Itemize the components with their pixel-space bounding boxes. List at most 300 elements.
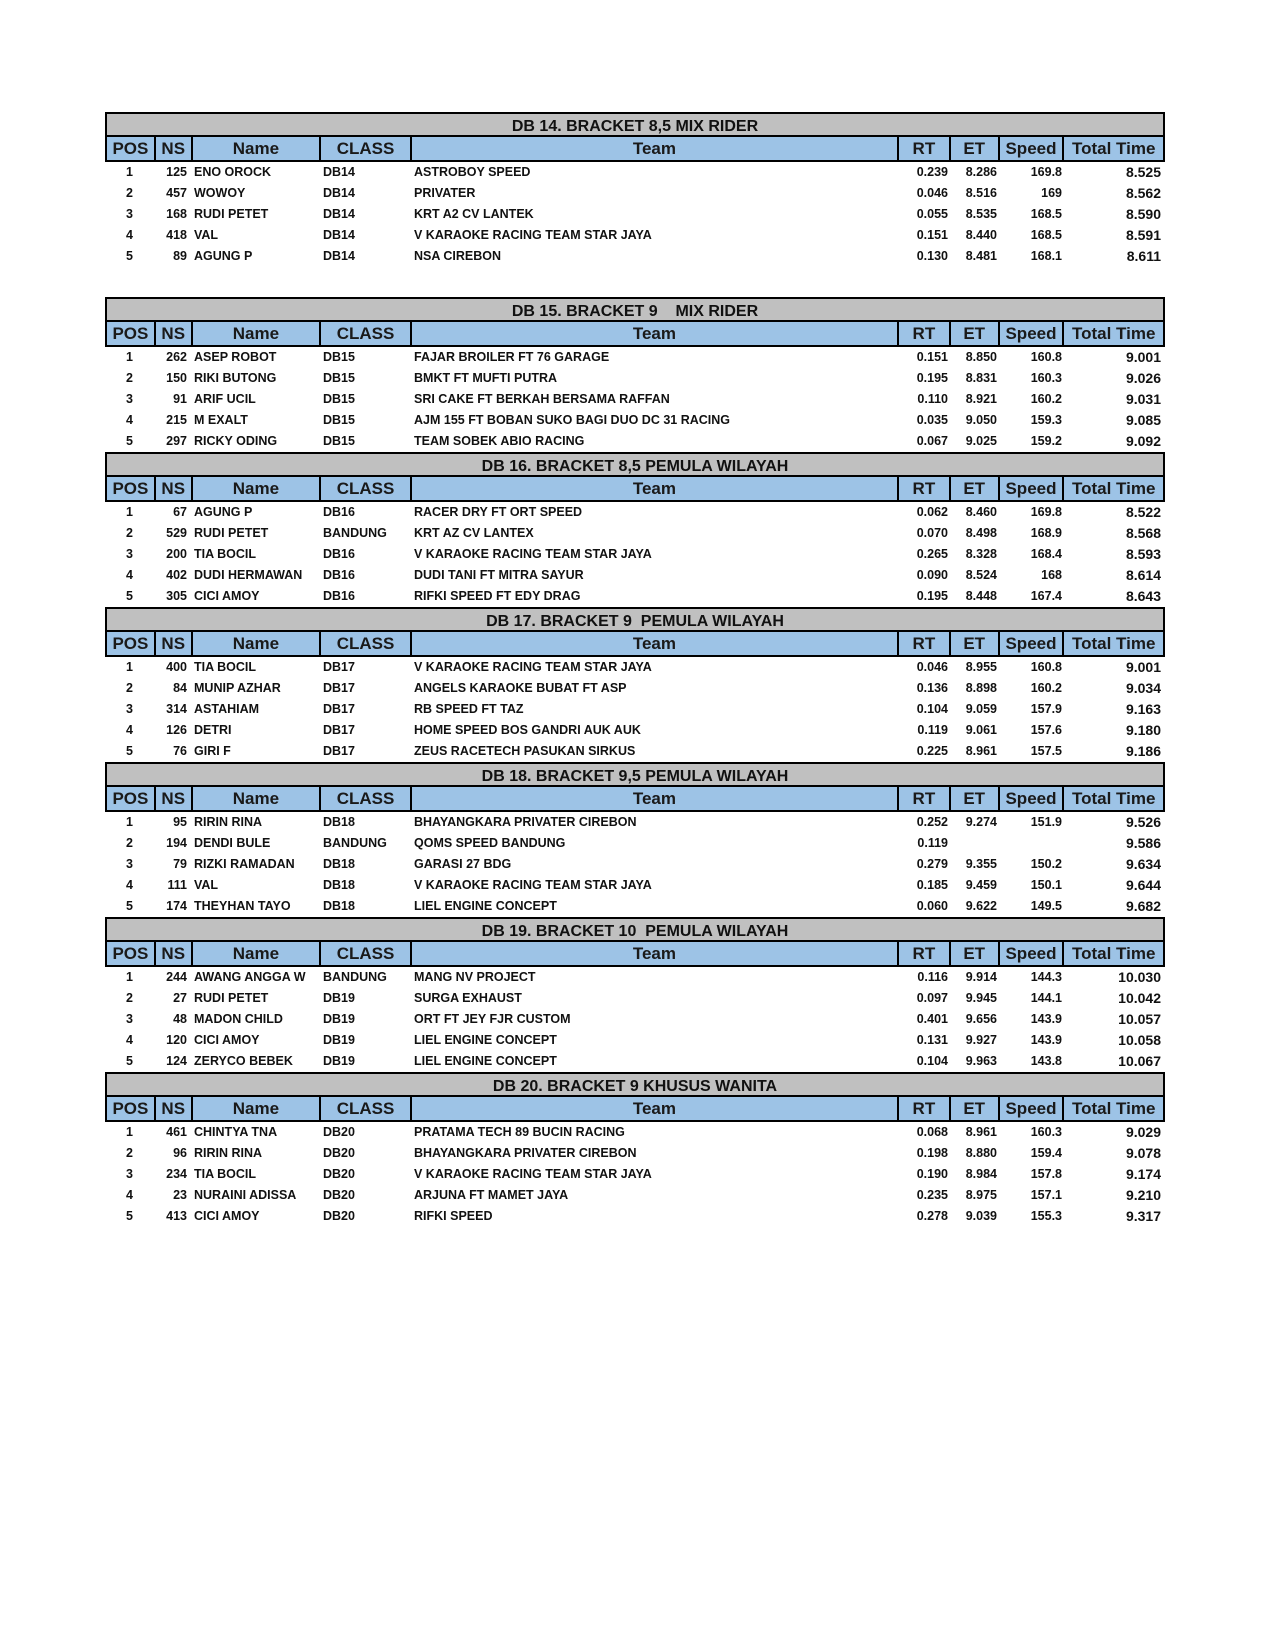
results-section (105, 917, 1165, 1072)
cell-total-time: 9.001 (1125, 349, 1161, 365)
cell-rt: 0.225 (916, 744, 948, 758)
column-header-et: ET (951, 137, 1000, 160)
cell-rt: 0.401 (916, 1012, 948, 1026)
column-header-rt: RT (899, 632, 951, 655)
result-row (105, 586, 1165, 607)
column-header-team: Team (412, 1097, 899, 1120)
result-row (105, 1030, 1165, 1051)
cell-pos: 5 (126, 434, 133, 448)
cell-rt: 0.136 (916, 681, 948, 695)
cell-team: ASTROBOY SPEED (414, 165, 531, 179)
cell-pos: 3 (126, 547, 133, 561)
cell-class: DB20 (323, 1146, 355, 1160)
result-row (105, 1143, 1165, 1164)
column-header-total-time: Total Time (1071, 139, 1156, 158)
cell-name: ASEP ROBOT (194, 350, 277, 364)
column-header-total-time: Total Time (1071, 1099, 1156, 1118)
cell-rt: 0.190 (916, 1167, 948, 1181)
cell-speed: 144.1 (1030, 991, 1062, 1005)
result-row (105, 833, 1165, 854)
cell-team: RACER DRY FT ORT SPEED (414, 505, 583, 519)
cell-class: DB19 (323, 1033, 355, 1047)
column-header-speed: Speed (1000, 477, 1065, 500)
result-row (105, 565, 1165, 586)
cell-ns: 48 (173, 1012, 187, 1026)
cell-team: GARASI 27 BDG (414, 857, 512, 871)
cell-speed (1001, 833, 1066, 854)
cell-class: BANDUNG (323, 526, 387, 540)
cell-rt: 0.265 (916, 547, 948, 561)
cell-name: RIZKI RAMADAN (194, 857, 295, 871)
result-row (105, 544, 1165, 565)
cell-rt: 0.131 (916, 1033, 948, 1047)
result-row (105, 1164, 1165, 1185)
cell-total-time: 8.614 (1125, 567, 1161, 583)
cell-team: RIFKI SPEED (414, 1209, 493, 1223)
cell-rt: 0.116 (917, 970, 948, 984)
cell-rt: 0.119 (917, 723, 948, 737)
column-header-rt: RT (899, 322, 951, 345)
cell-speed: 167.4 (1030, 589, 1062, 603)
cell-rt: 0.119 (917, 836, 948, 850)
results-section (105, 112, 1165, 267)
cell-ns: 79 (173, 857, 187, 871)
cell-name: AGUNG P (194, 505, 253, 519)
cell-speed: 160.3 (1030, 371, 1062, 385)
cell-speed: 168.4 (1030, 547, 1062, 561)
column-header-speed: Speed (1000, 787, 1065, 810)
column-header-row (105, 787, 1165, 812)
cell-class: DB18 (323, 878, 355, 892)
cell-class: DB20 (323, 1125, 355, 1139)
cell-team: DUDI TANI FT MITRA SAYUR (414, 568, 584, 582)
column-header-name: Name (193, 1097, 322, 1120)
column-header-rt: RT (899, 477, 951, 500)
column-header-name: Name (193, 477, 322, 500)
cell-team: ORT FT JEY FJR CUSTOM (414, 1012, 571, 1026)
cell-class: DB19 (323, 991, 355, 1005)
results-section (105, 607, 1165, 762)
cell-class: DB15 (323, 371, 355, 385)
cell-et: 8.460 (965, 505, 997, 519)
cell-class: BANDUNG (323, 836, 387, 850)
cell-team: BMKT FT MUFTI PUTRA (414, 371, 558, 385)
cell-et: 8.286 (965, 165, 997, 179)
result-row (105, 678, 1165, 699)
cell-rt: 0.151 (916, 350, 948, 364)
cell-rt: 0.235 (916, 1188, 948, 1202)
cell-total-time: 10.057 (1118, 1011, 1161, 1027)
column-header-ns: NS (156, 137, 193, 160)
column-header-et: ET (951, 1097, 1000, 1120)
result-row (105, 854, 1165, 875)
column-header-ns: NS (156, 787, 193, 810)
cell-name: M EXALT (194, 413, 248, 427)
cell-et: 9.945 (965, 991, 997, 1005)
cell-total-time: 8.593 (1125, 546, 1161, 562)
cell-speed: 144.3 (1030, 970, 1062, 984)
cell-rt: 0.046 (916, 660, 948, 674)
column-header-ns: NS (156, 322, 193, 345)
cell-speed: 151.9 (1030, 815, 1062, 829)
cell-pos: 3 (126, 857, 133, 871)
result-row (105, 967, 1165, 988)
cell-speed: 157.5 (1030, 744, 1062, 758)
cell-speed: 160.2 (1030, 392, 1062, 406)
cell-total-time: 8.611 (1126, 248, 1161, 264)
cell-name: RIKI BUTONG (194, 371, 277, 385)
result-row (105, 1051, 1165, 1072)
column-header-pos: POS (107, 787, 156, 810)
cell-name: RICKY ODING (194, 434, 278, 448)
cell-name: ARIF UCIL (194, 392, 256, 406)
result-row (105, 1122, 1165, 1143)
column-header-total-time: Total Time (1071, 634, 1156, 653)
cell-pos: 1 (126, 505, 133, 519)
column-header-ns: NS (156, 477, 193, 500)
cell-pos: 2 (126, 371, 133, 385)
cell-speed: 157.6 (1030, 723, 1062, 737)
column-header-et: ET (951, 632, 1000, 655)
column-header-total-time: Total Time (1071, 789, 1156, 808)
cell-pos: 3 (126, 207, 133, 221)
cell-speed: 155.3 (1030, 1209, 1062, 1223)
column-header-team: Team (412, 477, 899, 500)
cell-name: ZERYCO BEBEK (194, 1054, 293, 1068)
cell-name: MUNIP AZHAR (194, 681, 281, 695)
column-header-row (105, 942, 1165, 967)
column-header-team: Team (412, 787, 899, 810)
cell-pos: 4 (126, 723, 133, 737)
result-row (105, 812, 1165, 833)
cell-et: 9.927 (965, 1033, 997, 1047)
column-header-pos: POS (107, 1097, 156, 1120)
column-header-rt: RT (899, 942, 951, 965)
column-header-class: CLASS (321, 942, 412, 965)
cell-total-time: 9.163 (1125, 701, 1161, 717)
result-row (105, 347, 1165, 368)
cell-class: DB17 (323, 723, 355, 737)
cell-et: 8.328 (965, 547, 997, 561)
cell-rt: 0.151 (916, 228, 948, 242)
cell-team: HOME SPEED BOS GANDRI AUK AUK (414, 723, 641, 737)
cell-class: DB15 (323, 434, 355, 448)
cell-et: 9.459 (965, 878, 997, 892)
cell-rt: 0.130 (916, 249, 948, 263)
cell-et: 8.898 (965, 681, 997, 695)
result-row (105, 875, 1165, 896)
cell-rt: 0.046 (916, 186, 948, 200)
cell-speed: 143.9 (1030, 1033, 1062, 1047)
cell-rt: 0.195 (916, 371, 948, 385)
cell-name: RIRIN RINA (194, 815, 263, 829)
cell-name: RUDI PETET (194, 991, 269, 1005)
result-row (105, 162, 1165, 183)
cell-class: DB19 (323, 1012, 355, 1026)
cell-name: RUDI PETET (194, 207, 269, 221)
cell-team: KRT A2 CV LANTEK (414, 207, 534, 221)
cell-total-time: 9.031 (1125, 391, 1161, 407)
cell-rt: 0.198 (916, 1146, 948, 1160)
column-header-class: CLASS (321, 322, 412, 345)
cell-speed: 160.8 (1030, 350, 1062, 364)
cell-total-time: 9.029 (1125, 1124, 1161, 1140)
results-sheet (105, 112, 1165, 1227)
cell-pos: 5 (126, 249, 133, 263)
cell-total-time: 8.522 (1125, 504, 1161, 520)
cell-pos: 2 (126, 186, 133, 200)
cell-ns: 125 (166, 165, 187, 179)
cell-rt: 0.068 (916, 1125, 948, 1139)
cell-et: 9.963 (965, 1054, 997, 1068)
cell-team: LIEL ENGINE CONCEPT (414, 1054, 557, 1068)
cell-et: 9.274 (965, 815, 997, 829)
cell-ns: 126 (166, 723, 187, 737)
cell-ns: 120 (166, 1033, 187, 1047)
cell-speed: 160.3 (1030, 1125, 1062, 1139)
column-header-name: Name (193, 137, 322, 160)
cell-speed: 160.2 (1030, 681, 1062, 695)
cell-team: FAJAR BROILER FT 76 GARAGE (414, 350, 610, 364)
cell-name: CHINTYA TNA (194, 1125, 278, 1139)
cell-total-time: 9.092 (1125, 433, 1161, 449)
cell-et: 9.059 (965, 702, 997, 716)
cell-team: KRT AZ CV LANTEX (414, 526, 534, 540)
result-row (105, 502, 1165, 523)
cell-et: 8.440 (965, 228, 997, 242)
cell-pos: 2 (126, 991, 133, 1005)
cell-et: 8.524 (965, 568, 997, 582)
cell-name: ASTAHIAM (194, 702, 260, 716)
cell-pos: 4 (126, 228, 133, 242)
cell-ns: 95 (173, 815, 187, 829)
cell-class: DB18 (323, 815, 355, 829)
cell-speed: 150.2 (1030, 857, 1062, 871)
result-row (105, 523, 1165, 544)
section-title: DB 19. BRACKET 10 PEMULA WILAYAH (105, 917, 1165, 942)
column-header-speed: Speed (1000, 1097, 1065, 1120)
cell-speed: 150.1 (1030, 878, 1062, 892)
column-header-speed: Speed (1000, 137, 1065, 160)
cell-pos: 1 (126, 815, 133, 829)
cell-ns: 215 (166, 413, 187, 427)
column-header-rt: RT (899, 137, 951, 160)
cell-class: DB15 (323, 392, 355, 406)
section-title: DB 15. BRACKET 9 MIX RIDER (105, 297, 1165, 322)
cell-rt: 0.035 (916, 413, 948, 427)
cell-class: DB20 (323, 1167, 355, 1181)
cell-ns: 457 (166, 186, 187, 200)
column-header-et: ET (951, 477, 1000, 500)
cell-rt: 0.090 (916, 568, 948, 582)
cell-ns: 234 (166, 1167, 187, 1181)
cell-et: 9.061 (965, 723, 997, 737)
cell-name: TIA BOCIL (194, 660, 257, 674)
cell-speed: 169 (1041, 186, 1062, 200)
cell-class: DB14 (323, 165, 355, 179)
cell-ns: 529 (166, 526, 187, 540)
result-row (105, 896, 1165, 917)
cell-speed: 157.1 (1030, 1188, 1062, 1202)
cell-team: QOMS SPEED BANDUNG (414, 836, 566, 850)
cell-class: DB16 (323, 547, 355, 561)
cell-team: ANGELS KARAOKE BUBAT FT ASP (414, 681, 627, 695)
cell-name: MADON CHILD (194, 1012, 283, 1026)
cell-ns: 91 (173, 392, 187, 406)
column-header-class: CLASS (321, 632, 412, 655)
cell-pos: 4 (126, 1188, 133, 1202)
cell-rt: 0.070 (916, 526, 948, 540)
cell-ns: 314 (166, 702, 187, 716)
column-header-row (105, 632, 1165, 657)
column-header-ns: NS (156, 632, 193, 655)
cell-name: TIA BOCIL (194, 1167, 257, 1181)
cell-et: 8.984 (965, 1167, 997, 1181)
result-row (105, 183, 1165, 204)
result-row (105, 225, 1165, 246)
column-header-total-time: Total Time (1071, 944, 1156, 963)
cell-et: 8.955 (965, 660, 997, 674)
cell-et: 9.622 (965, 899, 997, 913)
cell-name: AWANG ANGGA W (194, 970, 306, 984)
cell-rt: 0.110 (917, 392, 948, 406)
cell-class: DB14 (323, 249, 355, 263)
column-header-team: Team (412, 322, 899, 345)
cell-et: 9.025 (965, 434, 997, 448)
cell-class: DB16 (323, 589, 355, 603)
cell-et: 8.448 (965, 589, 997, 603)
cell-rt: 0.067 (916, 434, 948, 448)
cell-et: 9.050 (965, 413, 997, 427)
cell-class: DB17 (323, 660, 355, 674)
column-header-class: CLASS (321, 137, 412, 160)
cell-class: DB20 (323, 1188, 355, 1202)
cell-ns: 174 (166, 899, 187, 913)
column-header-name: Name (193, 322, 322, 345)
cell-name: RUDI PETET (194, 526, 269, 540)
cell-total-time: 9.186 (1125, 743, 1161, 759)
cell-class: DB15 (323, 413, 355, 427)
cell-pos: 3 (126, 1167, 133, 1181)
cell-ns: 111 (167, 878, 187, 892)
cell-speed: 168.1 (1030, 249, 1062, 263)
cell-ns: 400 (166, 660, 187, 674)
cell-class: DB15 (323, 350, 355, 364)
cell-speed: 149.5 (1030, 899, 1062, 913)
column-header-pos: POS (107, 477, 156, 500)
cell-et: 8.921 (965, 392, 997, 406)
result-row (105, 389, 1165, 410)
column-header-pos: POS (107, 632, 156, 655)
cell-et (952, 833, 1001, 854)
cell-team: LIEL ENGINE CONCEPT (414, 1033, 557, 1047)
cell-class: DB14 (323, 228, 355, 242)
cell-name: THEYHAN TAYO (194, 899, 291, 913)
cell-speed: 143.8 (1030, 1054, 1062, 1068)
cell-class: DB17 (323, 681, 355, 695)
result-row (105, 720, 1165, 741)
cell-name: VAL (194, 878, 219, 892)
cell-team: SRI CAKE FT BERKAH BERSAMA RAFFAN (414, 392, 670, 406)
cell-pos: 4 (126, 568, 133, 582)
cell-total-time: 9.174 (1125, 1166, 1161, 1182)
cell-total-time: 8.590 (1125, 206, 1161, 222)
cell-class: DB20 (323, 1209, 355, 1223)
cell-team: MANG NV PROJECT (414, 970, 536, 984)
results-section (105, 297, 1165, 452)
cell-pos: 2 (126, 836, 133, 850)
cell-ns: 200 (166, 547, 187, 561)
column-header-class: CLASS (321, 477, 412, 500)
cell-total-time: 9.085 (1125, 412, 1161, 428)
cell-pos: 1 (126, 970, 133, 984)
cell-team: ARJUNA FT MAMET JAYA (414, 1188, 569, 1202)
cell-ns: 262 (166, 350, 187, 364)
column-header-pos: POS (107, 942, 156, 965)
cell-name: AGUNG P (194, 249, 253, 263)
cell-rt: 0.239 (916, 165, 948, 179)
cell-et: 8.961 (965, 744, 997, 758)
cell-total-time: 9.682 (1125, 898, 1161, 914)
cell-name: DENDI BULE (194, 836, 271, 850)
cell-ns: 402 (166, 568, 187, 582)
cell-team: TEAM SOBEK ABIO RACING (414, 434, 585, 448)
cell-pos: 1 (126, 165, 133, 179)
result-row (105, 699, 1165, 720)
result-row (105, 1009, 1165, 1030)
cell-et: 8.481 (965, 249, 997, 263)
result-row (105, 204, 1165, 225)
cell-total-time: 10.042 (1118, 990, 1161, 1006)
cell-team: SURGA EXHAUST (414, 991, 522, 1005)
column-header-ns: NS (156, 1097, 193, 1120)
column-header-pos: POS (107, 137, 156, 160)
cell-et: 8.975 (965, 1188, 997, 1202)
cell-rt: 0.097 (916, 991, 948, 1005)
column-header-ns: NS (156, 942, 193, 965)
cell-speed: 157.9 (1030, 702, 1062, 716)
cell-rt: 0.055 (916, 207, 948, 221)
cell-pos: 5 (126, 1209, 133, 1223)
cell-class: DB18 (323, 899, 355, 913)
section-title: DB 17. BRACKET 9 PEMULA WILAYAH (105, 607, 1165, 632)
cell-pos: 3 (126, 1012, 133, 1026)
column-header-class: CLASS (321, 787, 412, 810)
cell-ns: 67 (173, 505, 187, 519)
cell-class: BANDUNG (323, 970, 387, 984)
results-section (105, 1072, 1165, 1227)
cell-class: DB18 (323, 857, 355, 871)
cell-team: PRIVATER (414, 186, 476, 200)
cell-ns: 461 (166, 1125, 187, 1139)
cell-rt: 0.060 (916, 899, 948, 913)
column-header-team: Team (412, 632, 899, 655)
cell-team: BHAYANGKARA PRIVATER CIREBON (414, 1146, 637, 1160)
cell-speed: 168.5 (1030, 207, 1062, 221)
cell-name: CICI AMOY (194, 1033, 260, 1047)
column-header-speed: Speed (1000, 632, 1065, 655)
cell-et: 9.355 (965, 857, 997, 871)
cell-name: DUDI HERMAWAN (194, 568, 303, 582)
cell-total-time: 9.634 (1125, 856, 1161, 872)
cell-et: 8.498 (965, 526, 997, 540)
cell-rt: 0.185 (916, 878, 948, 892)
cell-name: VAL (194, 228, 219, 242)
cell-pos: 1 (126, 350, 133, 364)
cell-pos: 5 (126, 589, 133, 603)
cell-team: PRATAMA TECH 89 BUCIN RACING (414, 1125, 625, 1139)
cell-ns: 150 (166, 371, 187, 385)
